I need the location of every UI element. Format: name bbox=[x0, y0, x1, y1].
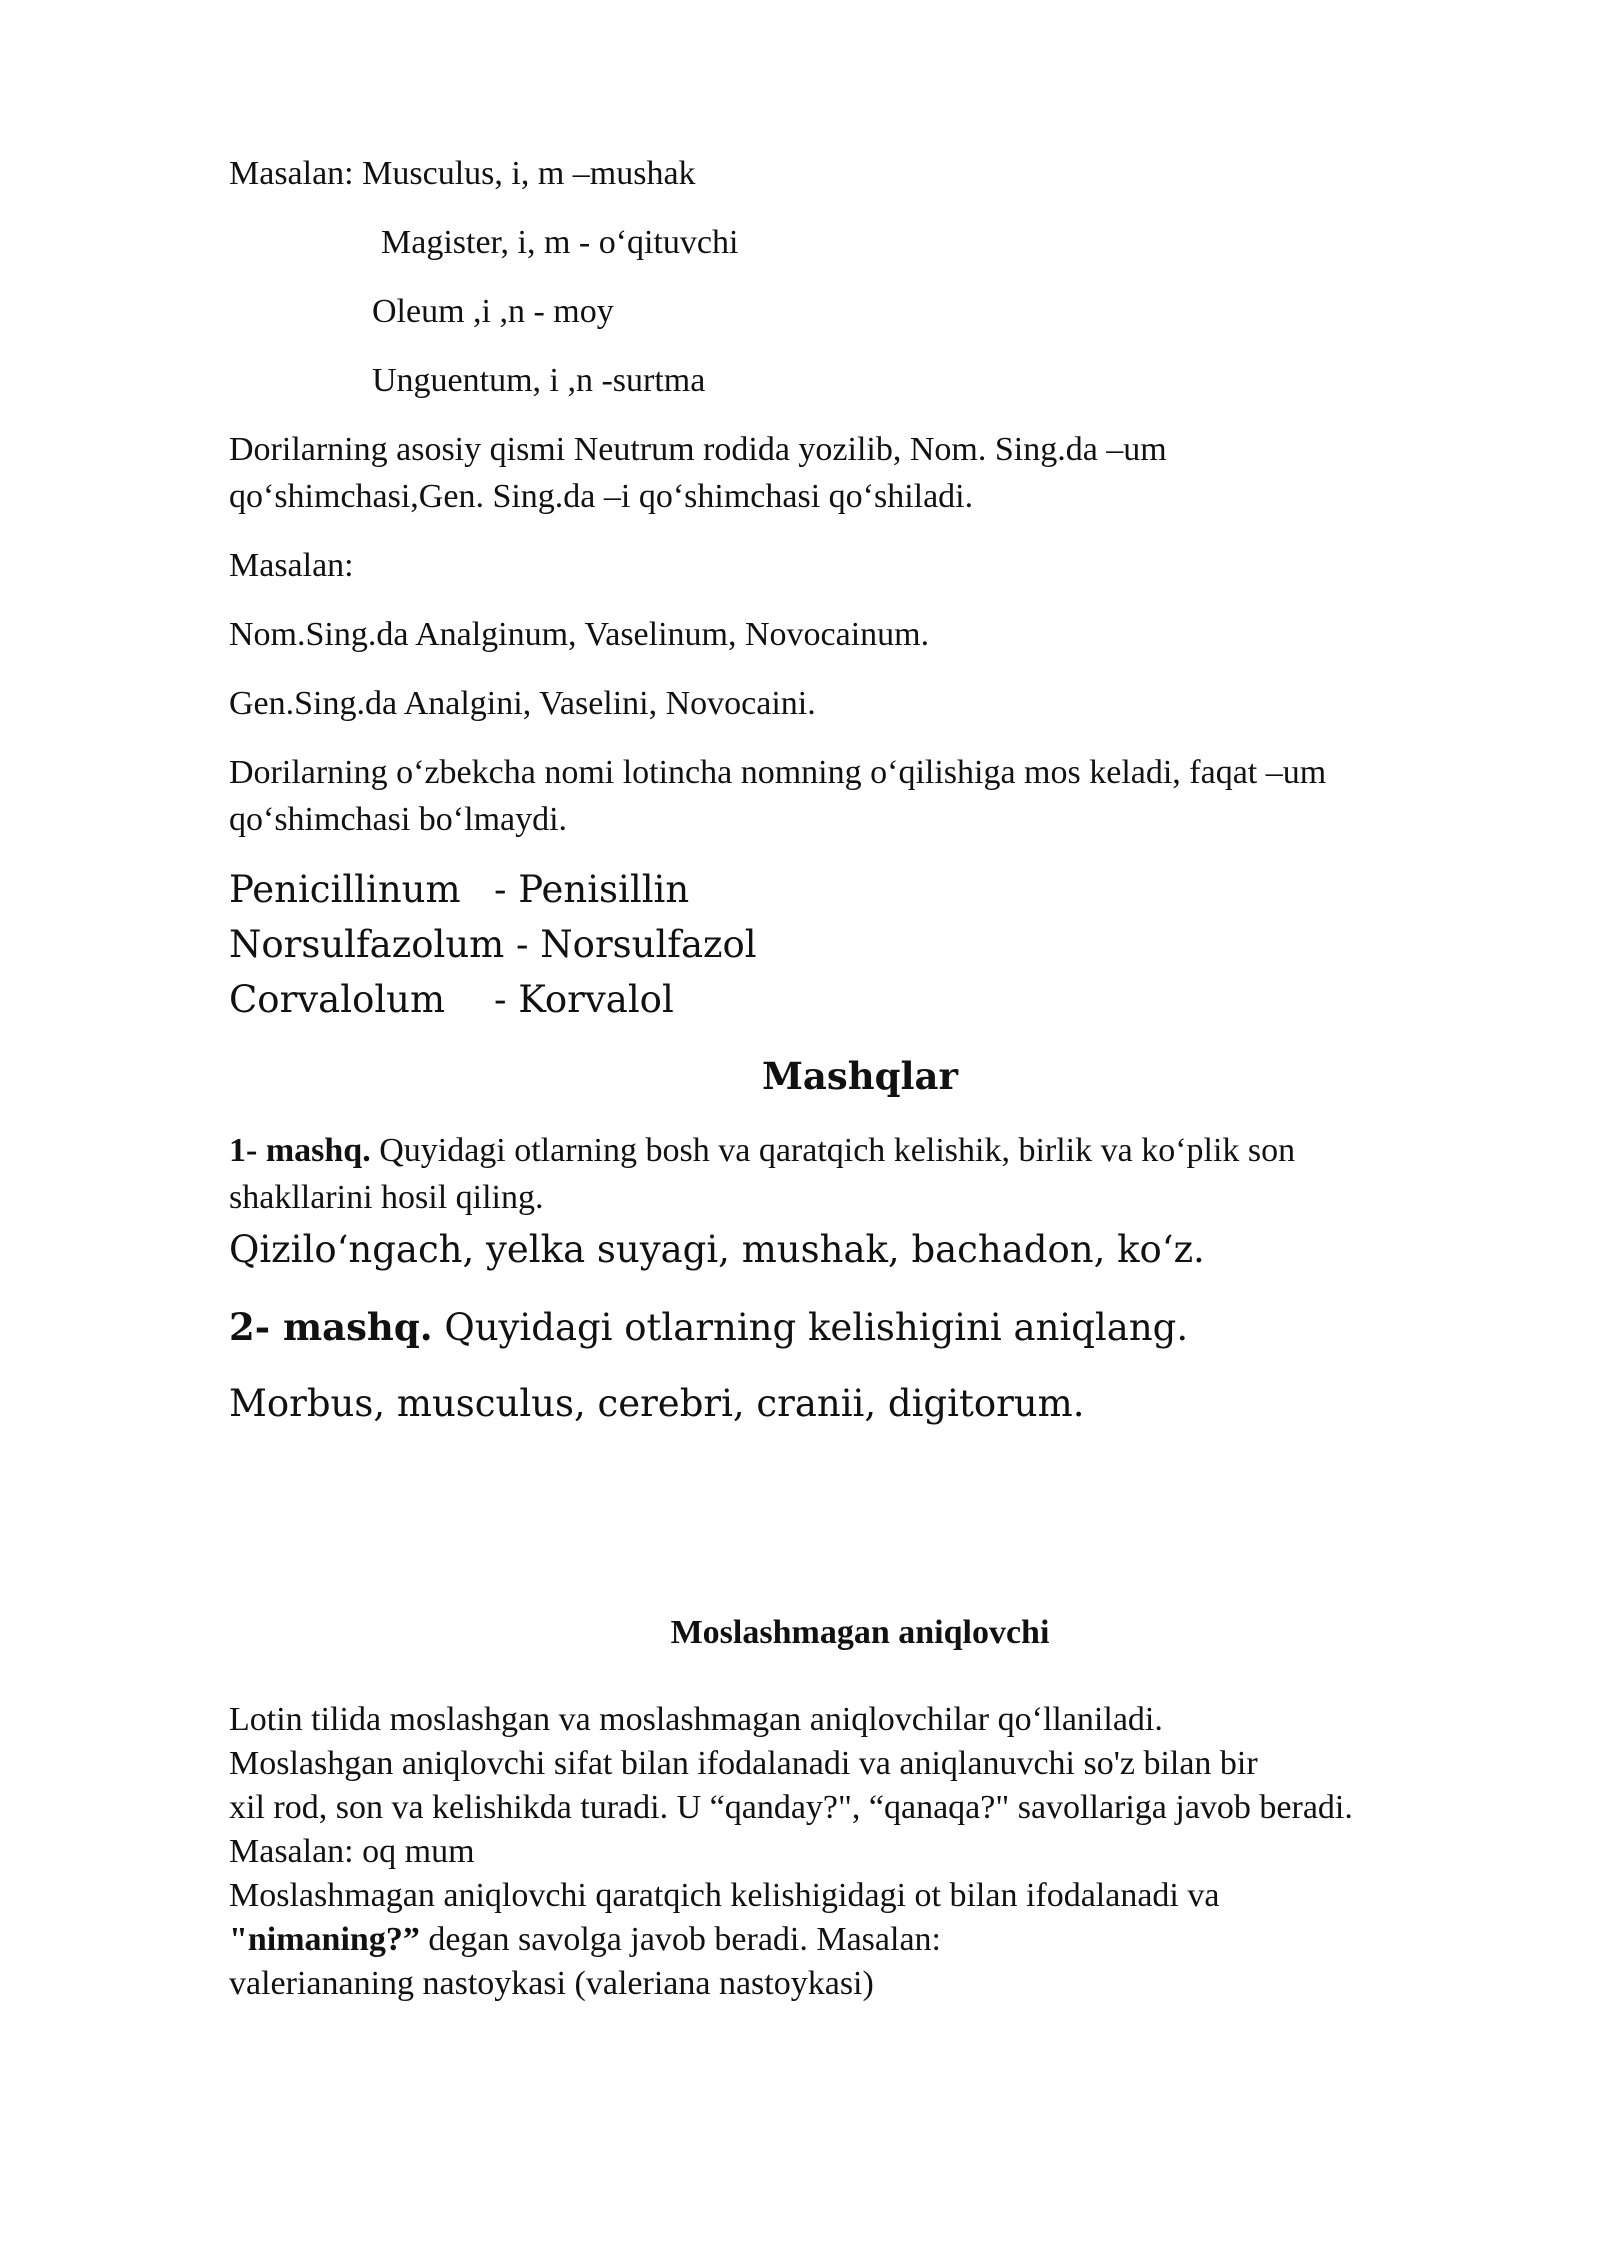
exercise-2-line bbox=[229, 1301, 1188, 1354]
exercise-2-words: Morbus, musculus, cerebri, cranii, digitorum. bbox=[229, 1382, 1085, 1425]
exercise-2-label: 2- mashq. bbox=[229, 1305, 433, 1349]
example-line-2: Magister, i, m - o‘qituvchi bbox=[381, 224, 739, 261]
drug-latin: Penicillinum bbox=[229, 868, 461, 911]
drug-latin: Norsulfazolum bbox=[229, 923, 505, 966]
example-line-1 bbox=[229, 151, 696, 197]
final-line-5: Moslashmagan aniqlovchi qaratqich kelishigidagi ot bilan ifodalanadi va bbox=[229, 1877, 1220, 1914]
masalan-label: Masalan: bbox=[229, 155, 354, 192]
drug-row bbox=[229, 864, 689, 916]
exercise-1-line-2: shakllarini hosil qiling. bbox=[229, 1179, 544, 1216]
paragraph-1-line-1: Dorilarning asosiy qismi Neutrum rodida yozilib, Nom. Sing.da –um bbox=[229, 431, 1167, 468]
exercise-1-words: Qizilo‘ngach, yelka suyagi, mushak, bachadon, ko‘z. bbox=[229, 1228, 1205, 1271]
final-line-6-rest: degan savolga javob beradi. Masalan: bbox=[419, 1921, 941, 1958]
drug-latin: Corvalolum bbox=[229, 978, 446, 1021]
exercise-1-text: Quyidagi otlarning bosh va qaratqich kelishik, birlik va ko‘plik son bbox=[370, 1132, 1296, 1169]
drug-uzbek: - Korvalol bbox=[494, 978, 674, 1021]
example-line-3: Oleum ,i ,n - moy bbox=[372, 293, 614, 330]
heading-moslashmagan: Moslashmagan aniqlovchi bbox=[670, 1614, 1050, 1651]
gen-sing-line: Gen.Sing.da Analgini, Vaselini, Novocaini. bbox=[229, 685, 816, 722]
final-line-7: valeriananing nastoykasi (valeriana nastoykasi) bbox=[229, 1965, 874, 2002]
heading-mashqlar: Mashqlar bbox=[761, 1054, 959, 1098]
final-line-3: xil rod, son va kelishikda turadi. U “qanday?", “qanaqa?" savollariga javob beradi. bbox=[229, 1789, 1353, 1826]
final-line-2: Moslashgan aniqlovchi sifat bilan ifodalanadi va aniqlanuvchi so'z bilan bir bbox=[229, 1745, 1258, 1782]
exercise-1-line-1 bbox=[229, 1128, 1295, 1174]
paragraph-1-line-2: qo‘shimchasi,Gen. Sing.da –i qo‘shimchasi qo‘shiladi. bbox=[229, 478, 974, 515]
masalan-2: Masalan: bbox=[229, 547, 354, 584]
drug-uzbek: - Norsulfazol bbox=[516, 923, 757, 966]
exercise-2-text: Quyidagi otlarning kelishigini aniqlang. bbox=[432, 1306, 1189, 1349]
final-line-6 bbox=[229, 1917, 941, 1963]
paragraph-2-line-1: Dorilarning o‘zbekcha nomi lotincha nomning o‘qilishiga mos keladi, faqat –um bbox=[229, 754, 1327, 791]
example-line-4: Unguentum, i ,n -surtma bbox=[372, 362, 706, 399]
final-line-1: Lotin tilida moslashgan va moslashmagan aniqlovchilar qo‘llaniladi. bbox=[229, 1701, 1163, 1738]
nom-sing-line: Nom.Sing.da Analginum, Vaselinum, Novocainum. bbox=[229, 616, 930, 653]
drug-row bbox=[229, 919, 757, 971]
paragraph-2-line-2: qo‘shimchasi bo‘lmaydi. bbox=[229, 801, 568, 838]
exercise-1-label: 1- mashq. bbox=[229, 1132, 371, 1169]
question-bold: "nimaning?” bbox=[229, 1921, 420, 1958]
final-line-4: Masalan: oq mum bbox=[229, 1833, 475, 1870]
drug-uzbek: - Penisillin bbox=[494, 868, 690, 911]
example-first: Musculus, i, m –mushak bbox=[362, 155, 696, 192]
drug-row bbox=[229, 974, 674, 1026]
